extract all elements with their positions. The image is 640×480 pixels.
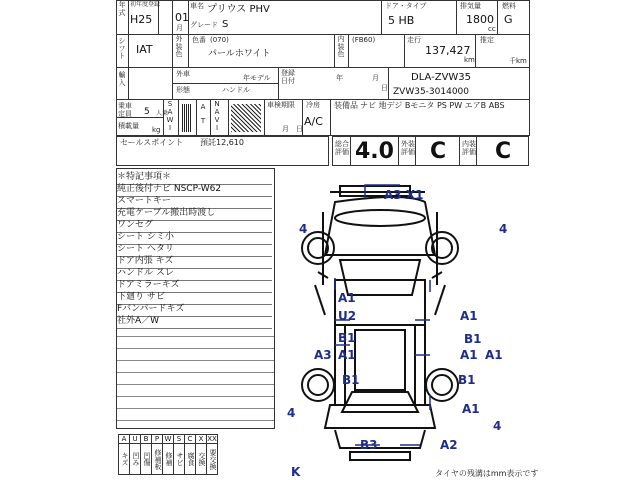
damage-rear-right-tire: 4 xyxy=(493,419,502,433)
mileage-value: 137,427 xyxy=(425,44,471,57)
load-label: 積載量 xyxy=(118,122,139,130)
exterior-color-label: 外装色 xyxy=(175,35,183,58)
check-t: T xyxy=(200,117,206,125)
key-letter: X xyxy=(196,435,207,444)
remark-item: ドア内張 キズ xyxy=(117,256,272,269)
damage-front-right-tire: 4 xyxy=(499,222,508,236)
capacity-label: 乗車定員 xyxy=(118,102,132,118)
damage-left-a3: A3 xyxy=(314,348,332,362)
damage-left-u2: U2 xyxy=(338,309,357,323)
key-meaning: 修補 xyxy=(163,444,174,475)
displacement-unit: cc xyxy=(488,25,496,33)
total-grade-label: 総合評価 xyxy=(335,140,349,156)
fuel-label: 燃料 xyxy=(502,2,516,10)
grade-label: グレード xyxy=(190,21,218,29)
color-code: (070) xyxy=(210,36,229,44)
damage-right-b1: B1 xyxy=(464,332,482,346)
fuel-check-1: A xyxy=(167,108,173,116)
remark-item: スマートキー xyxy=(117,196,272,209)
key-letter: C xyxy=(185,435,196,444)
key-letter: W xyxy=(163,435,174,444)
car-diagram xyxy=(290,180,520,465)
interior-grade: C xyxy=(495,139,512,164)
outer-car-label: 外車 xyxy=(176,70,190,78)
nav-check-1: A xyxy=(214,108,220,116)
date-label: 日付 xyxy=(281,77,295,85)
interior-grade-label: 内装評価 xyxy=(462,140,476,156)
car-name: プリウス PHV xyxy=(207,4,270,15)
reg-month-unit: 月 xyxy=(372,74,379,82)
month-value: 01 xyxy=(175,11,189,24)
damage-right-b1-rear: B1 xyxy=(458,373,476,387)
year-label: 年式 xyxy=(118,1,126,17)
damage-right-a1-b: A1 xyxy=(460,348,478,362)
fuel-value: G xyxy=(504,13,513,26)
check-a: A xyxy=(200,103,206,111)
key-meaning: 修補板 xyxy=(152,444,163,475)
color-code-label: 色番 xyxy=(192,36,206,44)
fuel-check-2: W xyxy=(166,116,174,124)
key-meaning: キズ xyxy=(119,444,130,475)
reg-year-unit: 年 xyxy=(336,74,343,82)
damage-left-b1: B1 xyxy=(338,331,356,345)
register-label: 登録 xyxy=(281,69,295,77)
remark-item: 純正後付ナビ NSCP-W62 xyxy=(117,184,272,197)
capacity-unit: 人乗 xyxy=(156,110,169,117)
key-letter: XX xyxy=(207,435,217,443)
ac-value: A/C xyxy=(304,115,323,128)
damage-right-a1-c: A1 xyxy=(485,348,503,362)
key-meaning: 凹み xyxy=(130,444,141,475)
thousand-km-label: 千km xyxy=(509,57,527,65)
shift-label: シフト xyxy=(118,37,126,60)
handle-label: ハンドル xyxy=(222,86,250,94)
key-meaning: 凹傷 xyxy=(141,444,152,475)
key-meaning: 腐食 xyxy=(185,444,196,475)
exterior-grade-label: 外装評価 xyxy=(401,140,415,156)
remark-item: ドアミラーキズ xyxy=(117,280,272,293)
ac-label: 冷房 xyxy=(306,101,320,109)
key-letter: A xyxy=(119,435,130,444)
shaded-cell xyxy=(231,104,261,132)
remarks-title: ＊特記事項＊ xyxy=(117,172,272,185)
tire-note: タイヤの残溝はmm表示です xyxy=(435,469,539,478)
key-letter: P xyxy=(152,435,163,444)
damage-right-a1: A1 xyxy=(460,309,478,323)
key-meaning: 要交換 xyxy=(207,444,218,475)
month-unit: 月 xyxy=(176,24,183,32)
remark-item: シート シミ小 xyxy=(117,232,272,245)
nav-check-3: I xyxy=(215,124,219,132)
door-type: 5 HB xyxy=(388,14,415,27)
reg-day-unit: 日 xyxy=(381,84,388,92)
car-name-label: 車名 xyxy=(190,2,204,10)
color-name: パールホワイト xyxy=(208,49,271,59)
era-year: H25 xyxy=(130,13,153,26)
import-label: 輸入 xyxy=(118,71,126,87)
remark-item: 社外A／W xyxy=(117,316,272,329)
equipment-value: ナビ 地デジ Bモニタ PS PW エアB ABS xyxy=(360,101,505,110)
damage-bottom-b3: B3 xyxy=(360,438,378,452)
grade-value: S xyxy=(222,19,229,30)
sales-point-label: セールスポイント xyxy=(120,138,184,147)
damage-front-left-tire: 4 xyxy=(299,222,308,236)
remark-item: シート ヘタリ xyxy=(117,244,272,257)
remark-item: 充電ケーブル搬出時渡し xyxy=(117,208,272,221)
remark-item: 下廻り サビ xyxy=(117,292,272,305)
door-type-label: ドア・タイプ xyxy=(385,2,427,10)
chassis-number: ZVW35-3014000 xyxy=(393,87,470,97)
interior-color-label: 内装色 xyxy=(337,35,345,58)
damage-bottom-a2: A2 xyxy=(440,438,458,452)
inspection-month: 月 xyxy=(282,125,289,133)
total-grade: 4.0 xyxy=(355,139,394,164)
damage-left-b1-rear: B1 xyxy=(342,373,360,387)
load-unit: kg xyxy=(152,126,161,134)
key-letter: U xyxy=(130,435,141,444)
fuel-check-3: I xyxy=(168,124,172,132)
damage-corner-k: K xyxy=(291,465,301,479)
displacement-label: 排気量 xyxy=(460,2,481,10)
estimated-label: 推定 xyxy=(480,36,494,44)
model-code: DLA-ZVW35 xyxy=(411,72,472,83)
displacement-value: 1800 xyxy=(466,13,494,26)
nav-check-0: N xyxy=(214,100,220,108)
key-letter: B xyxy=(141,435,152,444)
inspection-day: 日 xyxy=(296,125,303,133)
fuel-check-0: S xyxy=(167,100,173,108)
damage-key-table xyxy=(118,434,218,475)
capacity-value: 5 xyxy=(144,107,150,117)
equipment-label: 装備品 xyxy=(334,101,358,110)
nav-check-2: V xyxy=(214,116,220,124)
key-meaning: 交換 xyxy=(196,444,207,475)
filled-checkbox xyxy=(182,104,192,132)
mileage-label: 走行 xyxy=(407,36,421,44)
remark-item: ワンセグ xyxy=(117,220,272,233)
sales-point-value: 預託12,610 xyxy=(200,138,244,147)
inspection-label: 車検期限 xyxy=(267,101,295,109)
remark-item: Fバンパードキズ xyxy=(117,304,272,317)
damage-top: A3 X1 xyxy=(384,188,424,202)
remark-item: ハンドル スレ xyxy=(117,268,272,281)
year-model-label: 年モデル xyxy=(243,74,271,82)
interior-color-code: (FB60) xyxy=(352,36,376,44)
damage-left-a1-rear: A1 xyxy=(338,348,356,362)
exterior-grade: C xyxy=(430,139,447,164)
damage-rear-left-tire: 4 xyxy=(287,406,296,420)
key-letter: S xyxy=(174,435,185,444)
damage-right-a1-rear: A1 xyxy=(462,402,480,416)
key-meaning: サビ xyxy=(174,444,185,475)
first-reg-label: 初年度登録 xyxy=(130,1,161,8)
shape-label: 形態 xyxy=(176,86,190,94)
mileage-unit: km xyxy=(464,56,475,64)
shift-value: IAT xyxy=(136,43,153,56)
damage-left-a1: A1 xyxy=(338,291,356,305)
